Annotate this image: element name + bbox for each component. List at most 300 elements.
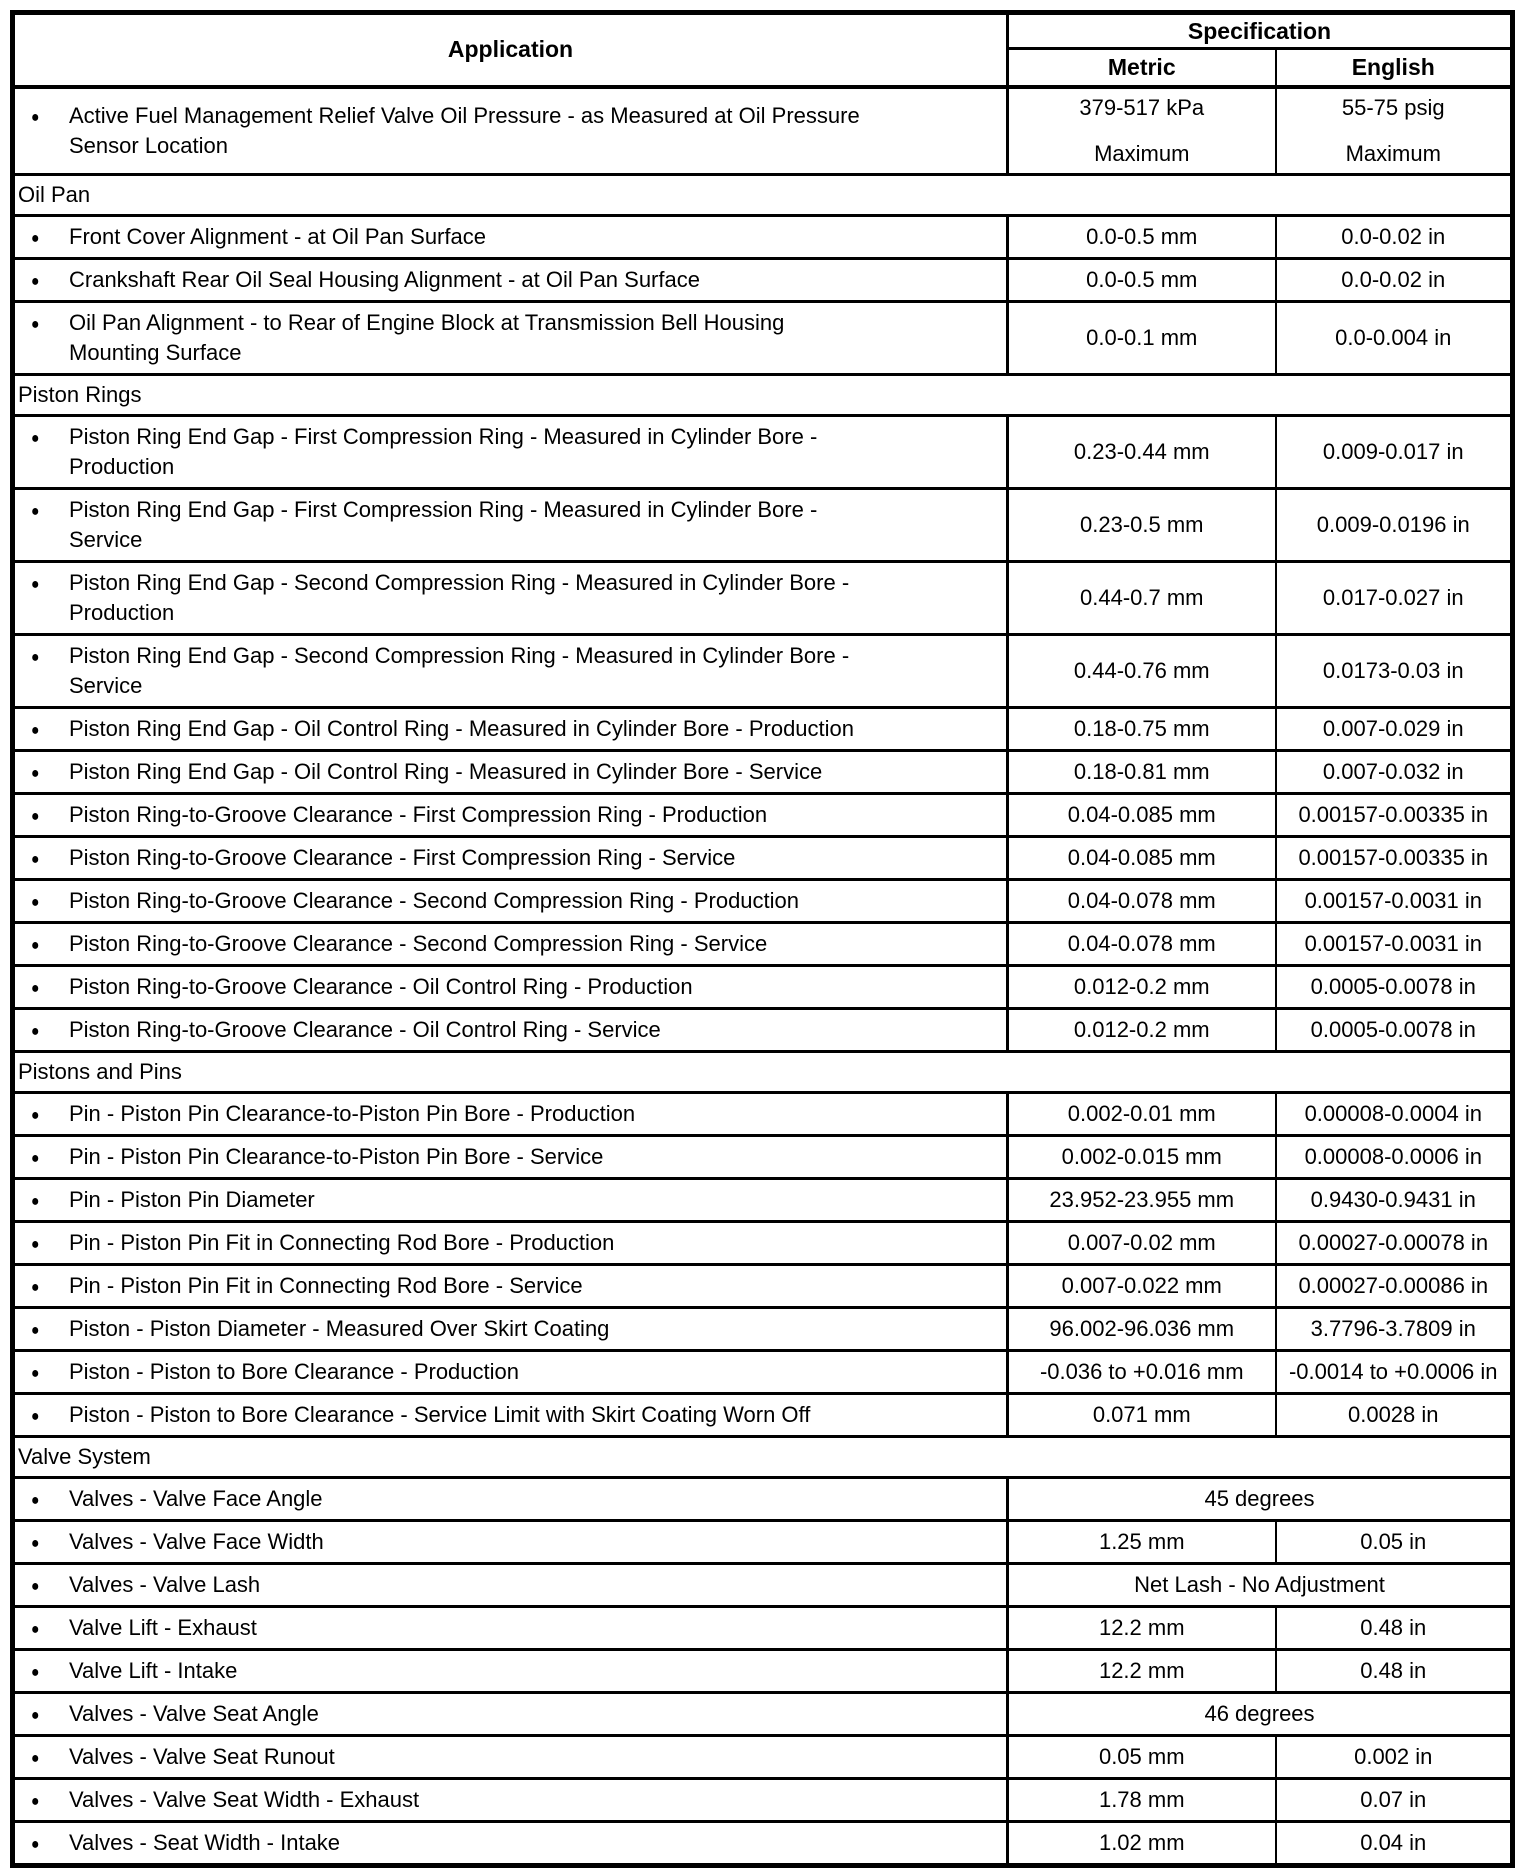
application-label: Piston Ring End Gap - First Compression Ring - Measured in Cylinder Bore - Service [69, 496, 818, 552]
bullet-icon: ● [31, 1190, 40, 1209]
application-cell [13, 1221, 1008, 1264]
spec-row [13, 488, 1513, 561]
bullet-icon: ● [31, 1233, 40, 1252]
application-row-content [31, 1271, 994, 1301]
application-label: Piston Ring End Gap - Second Compression Ring - Measured in Cylinder Bore - Service [69, 642, 850, 698]
spec-row [13, 707, 1513, 750]
application-label: Pin - Piston Pin Fit in Connecting Rod Bore - Production [69, 1229, 615, 1255]
application-label: Oil Pan Alignment - to Rear of Engine Block at Transmission Bell Housing Mounting Surface [69, 309, 785, 365]
english-value: 0.00157-0.0031 in [1304, 930, 1482, 956]
bullet-icon: ● [31, 977, 40, 996]
english-value-cell [1276, 1178, 1513, 1221]
metric-value: 379-517 kPa [1079, 94, 1205, 120]
spec-row [13, 1221, 1513, 1264]
english-value: 0.48 in [1360, 1614, 1427, 1640]
english-value-cell [1276, 1606, 1513, 1649]
bullet-icon: ● [31, 227, 40, 246]
english-value-cell [1276, 215, 1513, 258]
application-label: Valves - Valve Seat Width - Exhaust [69, 1786, 420, 1812]
application-label: Pin - Piston Pin Diameter [69, 1186, 315, 1212]
spec-table-body [13, 87, 1513, 1866]
english-value: -0.0014 to +0.0006 in [1288, 1358, 1498, 1384]
bullet-icon: ● [31, 1362, 40, 1381]
english-value: 0.009-0.017 in [1322, 438, 1464, 464]
application-label: Piston Ring-to-Groove Clearance - First Compression Ring - Production [69, 801, 768, 827]
application-label: Piston Ring End Gap - First Compression Ring - Measured in Cylinder Bore - Production [69, 423, 818, 479]
spec-row [13, 87, 1513, 175]
english-value: 0.0-0.004 in [1335, 324, 1452, 350]
english-value: 0.0005-0.0078 in [1310, 1016, 1476, 1042]
metric-value-cell [1008, 879, 1276, 922]
english-value-cell [1276, 1649, 1513, 1692]
english-value-cell [1276, 1135, 1513, 1178]
spec-row [13, 1092, 1513, 1135]
bullet-icon: ● [31, 848, 40, 867]
spec-row [13, 1350, 1513, 1393]
combined-value-cell: 45 degrees [1008, 1477, 1513, 1520]
english-value: 0.009-0.0196 in [1316, 511, 1470, 537]
application-cell [13, 965, 1008, 1008]
application-cell [13, 836, 1008, 879]
application-row-content [31, 1742, 994, 1772]
application-cell [13, 1606, 1008, 1649]
application-row-content [31, 1015, 994, 1045]
bullet-icon: ● [31, 1747, 40, 1766]
application-label: Pin - Piston Pin Clearance-to-Piston Pin Bore - Production [69, 1100, 636, 1126]
spec-row [13, 1606, 1513, 1649]
application-row-content [31, 714, 994, 744]
metric-value: 0.44-0.7 mm [1080, 584, 1204, 610]
metric-value: 12.2 mm [1098, 1657, 1185, 1683]
application-cell [13, 1520, 1008, 1563]
metric-value-cell [1008, 750, 1276, 793]
bullet-icon: ● [31, 1276, 40, 1295]
application-row-content [31, 568, 994, 628]
english-value-cell [1276, 879, 1513, 922]
application-label: Piston Ring-to-Groove Clearance - Oil Control Ring - Production [69, 973, 693, 999]
application-cell [13, 793, 1008, 836]
application-cell [13, 258, 1008, 301]
application-row-content [31, 1613, 994, 1643]
metric-value: 0.04-0.078 mm [1067, 930, 1216, 956]
application-row-content [31, 1185, 994, 1215]
application-cell [13, 634, 1008, 707]
application-cell [13, 1477, 1008, 1520]
english-value: 0.0-0.02 in [1341, 266, 1446, 292]
application-cell [13, 1307, 1008, 1350]
metric-value: 1.25 mm [1098, 1528, 1185, 1554]
application-cell [13, 1178, 1008, 1221]
application-row-content [31, 886, 994, 916]
english-value: 0.007-0.032 in [1322, 758, 1464, 784]
application-row-content [31, 1828, 994, 1858]
bullet-icon: ● [31, 646, 40, 665]
english-value-cell [1276, 1735, 1513, 1778]
metric-value: 0.04-0.085 mm [1067, 844, 1216, 870]
english-value-cell [1276, 1221, 1513, 1264]
bullet-icon: ● [31, 500, 40, 519]
metric-value: 0.04-0.078 mm [1067, 887, 1216, 913]
bullet-icon: ● [31, 427, 40, 446]
application-label: Valves - Valve Lash [69, 1571, 261, 1597]
english-value-cell [1276, 750, 1513, 793]
application-cell [13, 1008, 1008, 1051]
english-value: 0.0005-0.0078 in [1310, 973, 1476, 999]
application-row-content [31, 1699, 994, 1729]
table-header [13, 13, 1513, 87]
metric-value: 0.0-0.5 mm [1086, 223, 1198, 249]
application-label: Front Cover Alignment - at Oil Pan Surface [69, 223, 486, 249]
english-value: 0.00008-0.0004 in [1304, 1100, 1482, 1126]
metric-value: 0.04-0.085 mm [1067, 801, 1216, 827]
application-row-content [31, 1656, 994, 1686]
metric-value-cell [1008, 1735, 1276, 1778]
metric-value-cell [1008, 707, 1276, 750]
english-value-cell [1276, 488, 1513, 561]
metric-value-cell [1008, 1178, 1276, 1221]
spec-row [13, 836, 1513, 879]
spec-row [13, 215, 1513, 258]
application-label: Valve Lift - Exhaust [69, 1614, 257, 1640]
section-header-cell: Oil Pan [13, 174, 1513, 215]
english-value: 0.05 in [1360, 1528, 1427, 1554]
application-label: Piston Ring-to-Groove Clearance - Second Compression Ring - Production [69, 887, 800, 913]
application-label: Valves - Valve Seat Runout [69, 1743, 335, 1769]
spec-row [13, 1692, 1513, 1735]
application-cell [13, 415, 1008, 488]
english-value: 0.00157-0.00335 in [1298, 801, 1489, 827]
application-row-content [31, 308, 994, 368]
section-row [13, 174, 1513, 215]
application-row-content [31, 1570, 994, 1600]
application-label: Piston Ring-to-Groove Clearance - Oil Control Ring - Service [69, 1016, 661, 1042]
spec-row [13, 634, 1513, 707]
application-row-content [31, 757, 994, 787]
application-row-content [31, 422, 994, 482]
bullet-icon: ● [31, 1575, 40, 1594]
bullet-icon: ● [31, 1704, 40, 1723]
spec-row [13, 1178, 1513, 1221]
english-value-cell [1276, 793, 1513, 836]
metric-value-cell [1008, 488, 1276, 561]
metric-value-cell [1008, 301, 1276, 374]
metric-value-cell [1008, 922, 1276, 965]
english-value: 0.00027-0.00078 in [1298, 1229, 1489, 1255]
bullet-icon: ● [31, 719, 40, 738]
english-value-cell [1276, 415, 1513, 488]
metric-value: 0.44-0.76 mm [1073, 657, 1210, 683]
english-value: 0.0028 in [1347, 1401, 1439, 1427]
application-cell [13, 922, 1008, 965]
metric-value: 0.18-0.75 mm [1073, 715, 1210, 741]
metric-value-cell [1008, 1307, 1276, 1350]
bullet-icon: ● [31, 313, 40, 332]
application-cell [13, 1393, 1008, 1436]
english-value: 0.48 in [1360, 1657, 1427, 1683]
english-value-cell [1276, 707, 1513, 750]
english-value-cell [1276, 965, 1513, 1008]
col-header-metric: Metric [1008, 49, 1276, 87]
application-row-content [31, 1484, 994, 1514]
english-value-cell [1276, 922, 1513, 965]
application-cell [13, 215, 1008, 258]
spec-row [13, 1520, 1513, 1563]
metric-value-cell [1008, 1520, 1276, 1563]
application-label: Valves - Valve Seat Angle [69, 1700, 319, 1726]
application-row-content [31, 929, 994, 959]
application-cell [13, 1135, 1008, 1178]
application-cell [13, 1350, 1008, 1393]
application-label: Piston - Piston Diameter - Measured Over Skirt Coating [69, 1315, 610, 1341]
application-cell [13, 750, 1008, 793]
spec-row [13, 1008, 1513, 1051]
spec-row [13, 922, 1513, 965]
metric-value: 1.02 mm [1098, 1829, 1185, 1855]
metric-value: 12.2 mm [1098, 1614, 1185, 1640]
bullet-icon: ● [31, 1405, 40, 1424]
english-value: 0.00157-0.00335 in [1298, 844, 1489, 870]
metric-value: 0.002-0.015 mm [1061, 1143, 1222, 1169]
metric-value: -0.036 to +0.016 mm [1039, 1358, 1244, 1384]
english-value-cell [1276, 561, 1513, 634]
application-label: Valve Lift - Intake [69, 1657, 238, 1683]
bullet-icon: ● [31, 891, 40, 910]
bullet-icon: ● [31, 805, 40, 824]
application-row-content [31, 972, 994, 1002]
metric-value: 1.78 mm [1098, 1786, 1185, 1812]
application-cell [13, 1264, 1008, 1307]
application-cell [13, 488, 1008, 561]
english-value-cell [1276, 836, 1513, 879]
metric-value-cell [1008, 215, 1276, 258]
metric-value-cell [1008, 1606, 1276, 1649]
metric-value-cell [1008, 1821, 1276, 1865]
spec-row [13, 1264, 1513, 1307]
bullet-icon: ● [31, 1618, 40, 1637]
application-cell [13, 1092, 1008, 1135]
spec-row [13, 258, 1513, 301]
bullet-icon: ● [31, 106, 40, 125]
metric-value-cell [1008, 1221, 1276, 1264]
metric-value: 0.0-0.1 mm [1086, 324, 1198, 350]
application-cell [13, 1692, 1008, 1735]
application-row-content [31, 1228, 994, 1258]
english-value-cell [1276, 1778, 1513, 1821]
english-value-cell [1276, 301, 1513, 374]
metric-value-cell [1008, 415, 1276, 488]
metric-value-cell [1008, 1778, 1276, 1821]
english-value-cell [1276, 1008, 1513, 1051]
metric-value: 0.007-0.022 mm [1061, 1272, 1222, 1298]
metric-value-cell [1008, 1264, 1276, 1307]
application-row-content [31, 1099, 994, 1129]
english-value-cell [1276, 1350, 1513, 1393]
bullet-icon: ● [31, 934, 40, 953]
application-row-content [31, 1314, 994, 1344]
section-row [13, 1436, 1513, 1477]
metric-value-cell [1008, 836, 1276, 879]
spec-row [13, 1393, 1513, 1436]
application-cell [13, 1649, 1008, 1692]
english-value-cell [1276, 1393, 1513, 1436]
metric-value: 0.23-0.44 mm [1073, 438, 1210, 464]
spec-row [13, 1477, 1513, 1520]
application-label: Piston Ring-to-Groove Clearance - First Compression Ring - Service [69, 844, 736, 870]
section-row [13, 374, 1513, 415]
application-row-content [31, 1400, 994, 1430]
spec-row [13, 561, 1513, 634]
bullet-icon: ● [31, 1147, 40, 1166]
application-label: Piston Ring End Gap - Oil Control Ring - Measured in Cylinder Bore - Production [69, 715, 855, 741]
col-header-english: English [1276, 49, 1513, 87]
application-row-content [31, 222, 994, 252]
english-value: 3.7796-3.7809 in [1310, 1315, 1476, 1341]
combined-value-cell: Net Lash - No Adjustment [1008, 1563, 1513, 1606]
application-cell [13, 1563, 1008, 1606]
english-value: 0.002 in [1354, 1743, 1433, 1769]
application-cell [13, 1735, 1008, 1778]
english-value-cell [1276, 87, 1513, 175]
spec-row [13, 1735, 1513, 1778]
english-value-cell [1276, 258, 1513, 301]
english-value: 0.017-0.027 in [1322, 584, 1464, 610]
english-value: 0.007-0.029 in [1322, 715, 1464, 741]
application-label: Pin - Piston Pin Fit in Connecting Rod Bore - Service [69, 1272, 583, 1298]
metric-value: 0.012-0.2 mm [1073, 973, 1210, 999]
bullet-icon: ● [31, 1833, 40, 1852]
application-cell [13, 561, 1008, 634]
application-row-content [31, 1785, 994, 1815]
english-value: 0.0173-0.03 in [1322, 657, 1464, 683]
metric-value-cell [1008, 1135, 1276, 1178]
application-row-content [31, 1527, 994, 1557]
application-cell [13, 879, 1008, 922]
spec-row [13, 1821, 1513, 1865]
spec-row [13, 1563, 1513, 1606]
application-row-content [31, 641, 994, 701]
spec-row [13, 301, 1513, 374]
application-row-content [31, 843, 994, 873]
metric-value: 0.071 mm [1092, 1401, 1191, 1427]
application-row-content [31, 265, 994, 295]
application-cell [13, 1821, 1008, 1865]
spec-row [13, 1135, 1513, 1178]
bullet-icon: ● [31, 1661, 40, 1680]
metric-value: 0.23-0.5 mm [1080, 511, 1204, 537]
english-value: 0.00008-0.0006 in [1304, 1143, 1482, 1169]
english-value: 0.04 in [1360, 1829, 1427, 1855]
application-label: Piston Ring End Gap - Second Compression Ring - Measured in Cylinder Bore - Production [69, 569, 850, 625]
bullet-icon: ● [31, 1790, 40, 1809]
metric-value-cell [1008, 634, 1276, 707]
metric-value-cell [1008, 793, 1276, 836]
application-label: Pin - Piston Pin Clearance-to-Piston Pin Bore - Service [69, 1143, 604, 1169]
bullet-icon: ● [31, 573, 40, 592]
bullet-icon: ● [31, 1319, 40, 1338]
metric-value: 0.002-0.01 mm [1067, 1100, 1216, 1126]
section-header-cell: Valve System [13, 1436, 1513, 1477]
english-value: 0.0-0.02 in [1341, 223, 1446, 249]
application-row-content [31, 800, 994, 830]
english-value-cell [1276, 1520, 1513, 1563]
english-value-cell [1276, 1092, 1513, 1135]
metric-value-cell [1008, 1649, 1276, 1692]
header-row-1 [13, 13, 1513, 49]
spec-row [13, 1778, 1513, 1821]
english-value-cell [1276, 1821, 1513, 1865]
metric-value-cell [1008, 87, 1276, 175]
metric-value-cell [1008, 1092, 1276, 1135]
col-header-specification: Specification [1008, 13, 1513, 49]
bullet-icon: ● [31, 1020, 40, 1039]
metric-value-cell [1008, 1350, 1276, 1393]
bullet-icon: ● [31, 762, 40, 781]
metric-value: 96.002-96.036 mm [1049, 1315, 1235, 1341]
english-value-cell [1276, 1307, 1513, 1350]
bullet-icon: ● [31, 1532, 40, 1551]
application-row-content [31, 1142, 994, 1172]
application-row-content [31, 101, 994, 161]
english-value-note: Maximum [1345, 140, 1441, 166]
english-value: 0.9430-0.9431 in [1310, 1186, 1476, 1212]
metric-value: 0.18-0.81 mm [1073, 758, 1210, 784]
bullet-icon: ● [31, 1489, 40, 1508]
spec-row [13, 415, 1513, 488]
spec-row [13, 793, 1513, 836]
spec-row [13, 750, 1513, 793]
english-value: 0.00027-0.00086 in [1298, 1272, 1489, 1298]
spec-row [13, 1649, 1513, 1692]
section-row [13, 1051, 1513, 1092]
metric-value-note: Maximum [1094, 140, 1190, 166]
english-value-cell [1276, 1264, 1513, 1307]
application-label: Valves - Valve Face Angle [69, 1485, 323, 1511]
metric-value-cell [1008, 1393, 1276, 1436]
application-label: Crankshaft Rear Oil Seal Housing Alignment - at Oil Pan Surface [69, 266, 700, 292]
spec-row [13, 1307, 1513, 1350]
spec-row [13, 879, 1513, 922]
application-label: Piston Ring End Gap - Oil Control Ring - Measured in Cylinder Bore - Service [69, 758, 823, 784]
application-cell [13, 707, 1008, 750]
application-label: Piston - Piston to Bore Clearance - Service Limit with Skirt Coating Worn Off [69, 1401, 811, 1427]
english-value: 55-75 psig [1341, 94, 1445, 120]
combined-value-cell: 46 degrees [1008, 1692, 1513, 1735]
application-cell [13, 1778, 1008, 1821]
metric-value: 23.952-23.955 mm [1049, 1186, 1235, 1212]
bullet-icon: ● [31, 270, 40, 289]
metric-value-cell [1008, 1008, 1276, 1051]
metric-value: 0.007-0.02 mm [1067, 1229, 1216, 1255]
bullet-icon: ● [31, 1104, 40, 1123]
application-label: Valves - Seat Width - Intake [69, 1829, 341, 1855]
metric-value: 0.05 mm [1098, 1743, 1185, 1769]
application-label: Active Fuel Management Relief Valve Oil Pressure - as Measured at Oil Pressure Sensor Location [69, 102, 860, 158]
application-row-content [31, 495, 994, 555]
metric-value-cell [1008, 258, 1276, 301]
metric-value-cell [1008, 561, 1276, 634]
metric-value: 0.0-0.5 mm [1086, 266, 1198, 292]
metric-value: 0.012-0.2 mm [1073, 1016, 1210, 1042]
english-value: 0.00157-0.0031 in [1304, 887, 1482, 913]
english-value-cell [1276, 634, 1513, 707]
spec-row [13, 965, 1513, 1008]
application-label: Piston - Piston to Bore Clearance - Production [69, 1358, 520, 1384]
section-header-cell: Piston Rings [13, 374, 1513, 415]
english-value: 0.07 in [1360, 1786, 1427, 1812]
metric-value-cell [1008, 965, 1276, 1008]
application-row-content [31, 1357, 994, 1387]
col-header-application: Application [13, 13, 1008, 87]
